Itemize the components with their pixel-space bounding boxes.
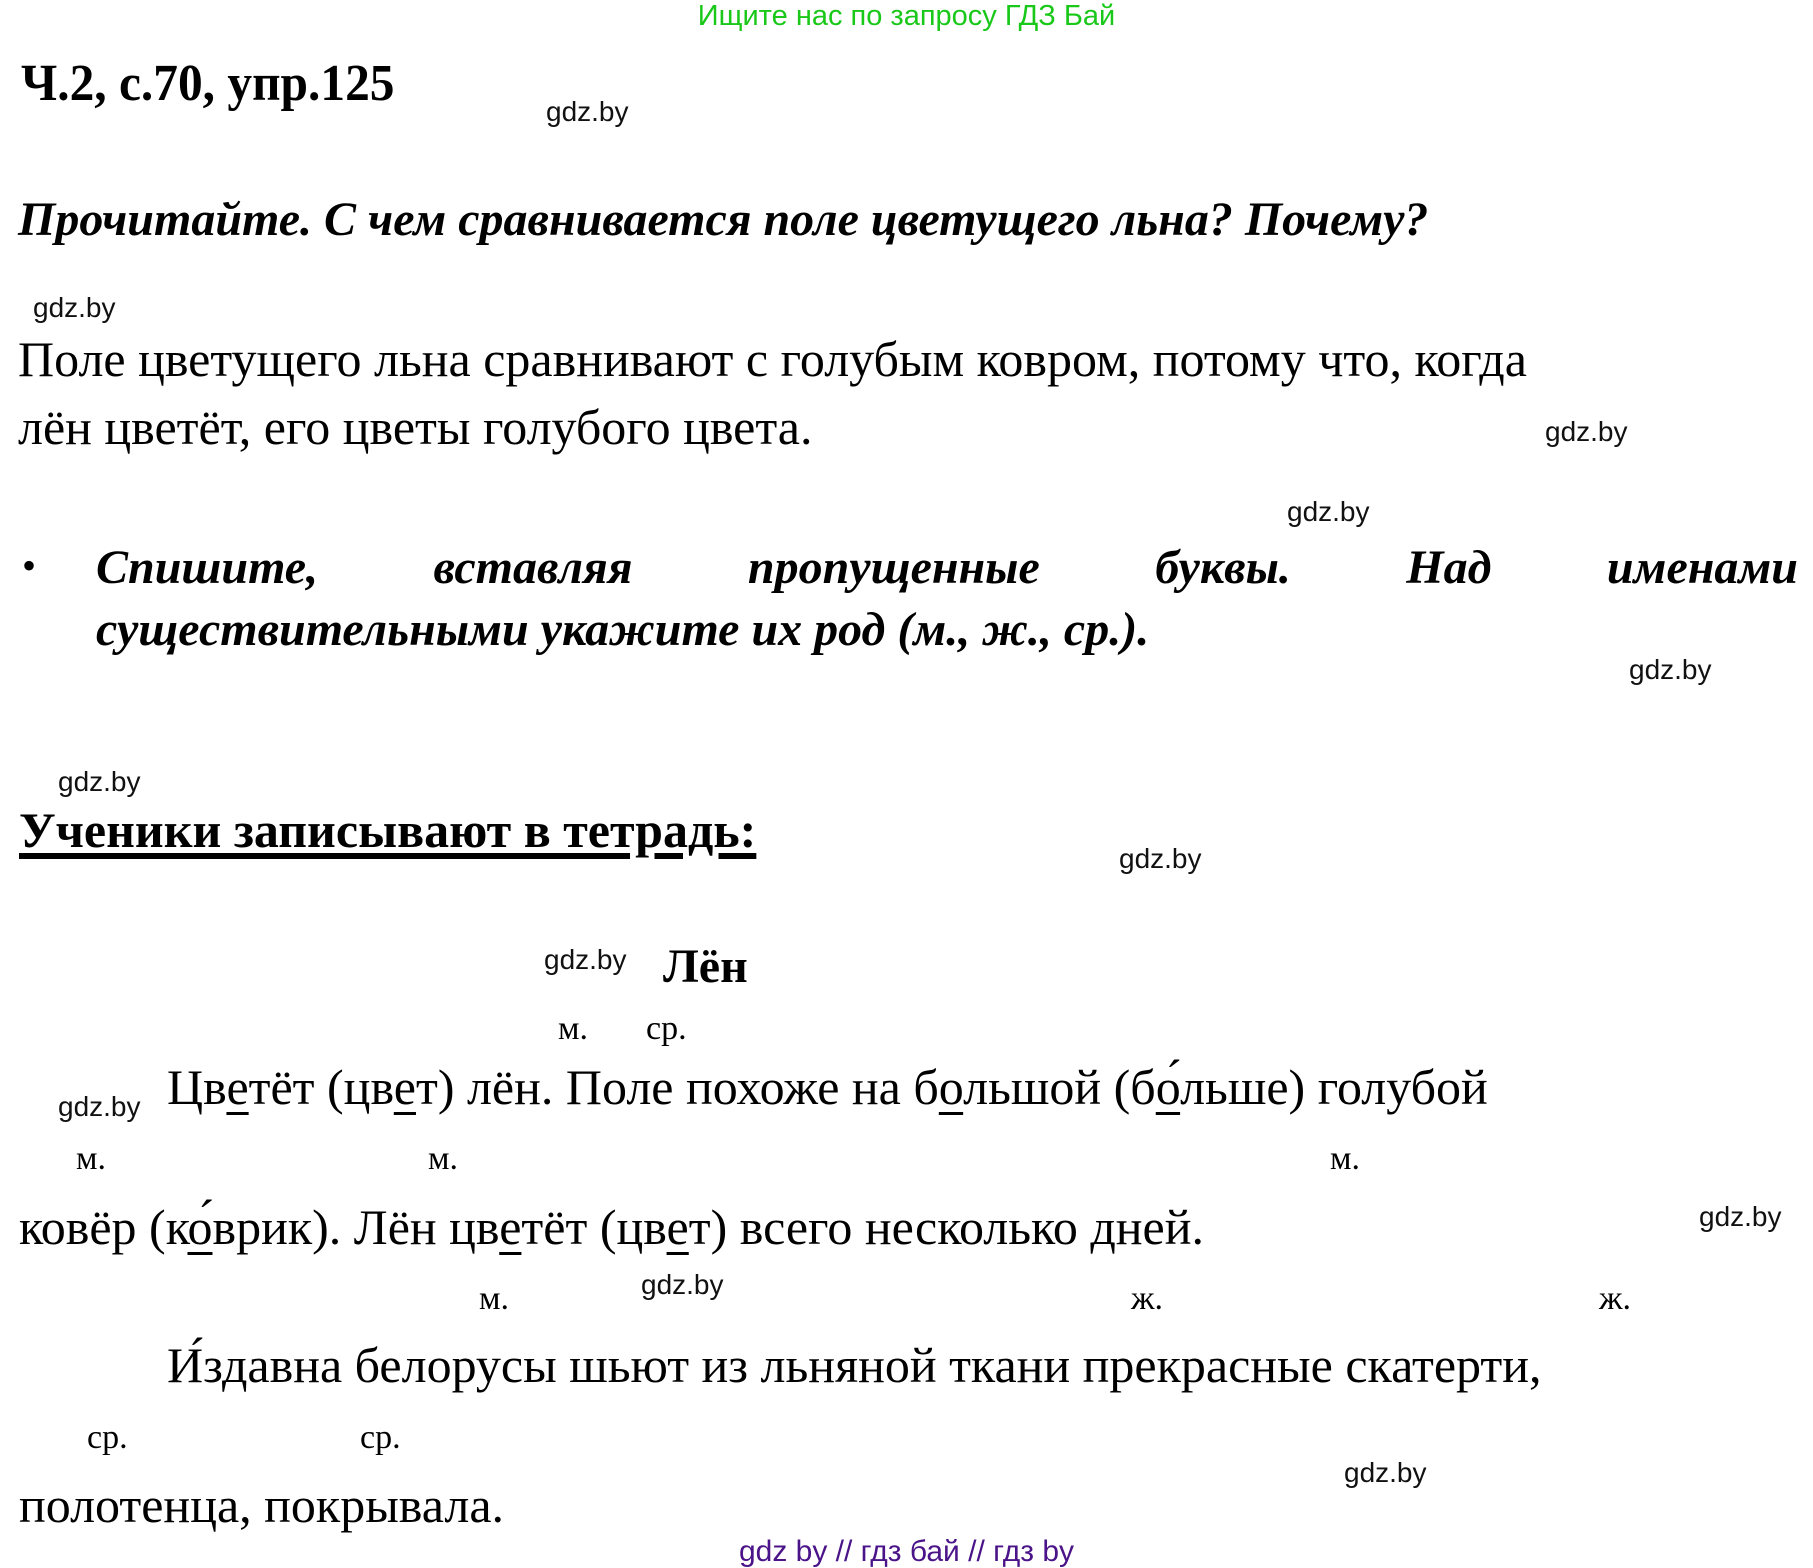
text-segment: полотенца, покрывала.: [19, 1477, 505, 1533]
text-segment: ковёр (к: [19, 1199, 188, 1255]
gender-mark: ср.: [360, 1419, 401, 1456]
answer-line-1: Поле цветущего льна сравнивают с голубым ковром, потому что, когда: [18, 331, 1527, 387]
watermark: gdz.by: [1699, 1201, 1782, 1232]
task-word: Спишите,: [96, 541, 319, 594]
text-line-1: [167, 1059, 1488, 1115]
inserted-letter: о́: [1155, 1059, 1181, 1115]
watermark: gdz.by: [1287, 496, 1370, 527]
answer-line-2: лён цветёт, его цветы голубого цвета.: [18, 399, 813, 455]
gender-mark: ж.: [1131, 1280, 1163, 1317]
task-line-1: [96, 540, 1798, 595]
gender-mark: м.: [1330, 1140, 1361, 1177]
footer-watermark: gdz by // гдз бай // гдз by: [738, 1535, 1075, 1568]
text-line-4: [19, 1477, 505, 1533]
watermark: gdz.by: [641, 1269, 724, 1300]
text-segment: врик). Лён цв: [212, 1199, 500, 1255]
task-word: буквы.: [1155, 541, 1291, 594]
task-word: Над: [1406, 541, 1492, 594]
inserted-letter: о́: [187, 1199, 213, 1255]
inserted-letter: е: [393, 1059, 416, 1115]
gender-mark: м.: [479, 1280, 510, 1317]
bullet-icon: •: [22, 543, 37, 588]
text-segment: льшой (б: [963, 1059, 1156, 1115]
gender-mark: ср.: [87, 1419, 128, 1456]
search-banner: Ищите нас по запросу ГДЗ Бай: [697, 0, 1116, 32]
section-heading: Ученики записывают в тетрадь:: [19, 802, 757, 858]
text-segment: тёт (цв: [248, 1059, 394, 1115]
text-segment: тёт (цв: [521, 1199, 667, 1255]
gender-mark: м.: [558, 1010, 589, 1047]
gender-mark: ж.: [1599, 1280, 1631, 1317]
inserted-letter: е: [499, 1199, 522, 1255]
watermark: gdz.by: [1119, 843, 1202, 874]
question-text: Прочитайте. С чем сравнивается поле цветущего льна? Почему?: [18, 193, 1429, 246]
text-segment: И́здавна белорусы шьют из льняной ткани прекрасные скатерти,: [167, 1337, 1542, 1393]
task-word: вставляя: [433, 541, 633, 594]
inserted-letter: е: [226, 1059, 249, 1115]
watermark: gdz.by: [58, 1091, 141, 1122]
watermark: gdz.by: [33, 292, 116, 323]
watermark: gdz.by: [546, 96, 629, 127]
watermark: gdz.by: [1629, 654, 1712, 685]
gender-mark: м.: [428, 1140, 459, 1177]
task-word: пропущенные: [747, 541, 1040, 594]
watermark: gdz.by: [1344, 1457, 1427, 1488]
inserted-letter: е: [666, 1199, 689, 1255]
text-segment: т) лён. Поле похоже на б: [415, 1059, 939, 1115]
task-word: именами: [1606, 541, 1798, 594]
text-title: Лён: [663, 940, 748, 993]
text-line-2: [19, 1199, 1204, 1255]
text-segment: Цв: [167, 1059, 227, 1115]
watermark: gdz.by: [1545, 416, 1628, 447]
inserted-letter: о: [938, 1059, 964, 1115]
task-line-2: существительными укажите их род (м., ж., ср.).: [96, 603, 1150, 656]
text-segment: т) всего несколько дней.: [688, 1199, 1204, 1255]
text-line-3: [167, 1337, 1542, 1393]
watermark: gdz.by: [58, 766, 141, 797]
gender-mark: м.: [76, 1140, 107, 1177]
text-segment: льше) голубой: [1180, 1059, 1488, 1115]
exercise-title: Ч.2, с.70, упр.125: [21, 55, 395, 112]
watermark: gdz.by: [544, 944, 627, 975]
gender-mark: ср.: [646, 1010, 687, 1047]
